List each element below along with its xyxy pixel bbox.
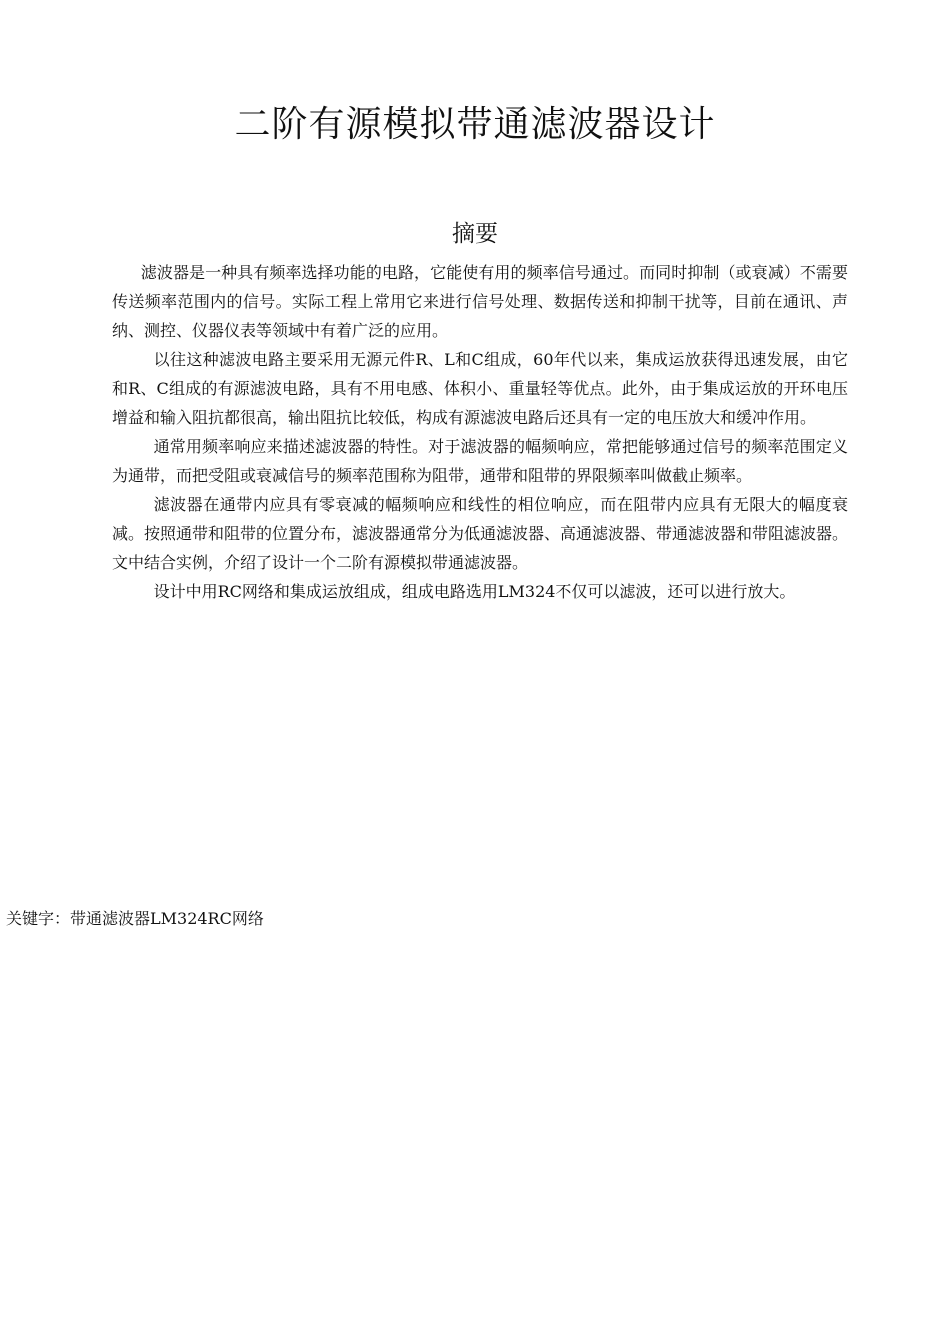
abstract-heading: 摘要 bbox=[452, 221, 498, 247]
keywords-line: 关键字：带通滤波器LM324RC网络 bbox=[6, 909, 264, 928]
abstract-body bbox=[112, 258, 848, 606]
abstract-paragraph: 通常用频率响应来描述滤波器的特性。对于滤波器的幅频响应，常把能够通过信号的频率范围定义为通带，而把受阻或衰减信号的频率范围称为阻带，通带和阻带的界限频率叫做截止频率。 bbox=[112, 437, 848, 485]
abstract-paragraph: 以往这种滤波电路主要采用无源元件R、L和C组成，60年代以来，集成运放获得迅速发展，由它和R、C组成的有源滤波电路，具有不用电感、体积小、重量轻等优点。此外，由于集成运放的开环电压增益和输入阻抗都很高，输出阻抗比较低，构成有源滤波电路后还具有一定的电压放大和缓冲作用。 bbox=[112, 350, 848, 427]
abstract-paragraph: 滤波器在通带内应具有零衰减的幅频响应和线性的相位响应，而在阻带内应具有无限大的幅度衰减。按照通带和阻带的位置分布，滤波器通常分为低通滤波器、高通滤波器、带通滤波器和带阻滤波器。文中结合实例，介绍了设计一个二阶有源模拟带通滤波器。 bbox=[112, 495, 849, 572]
document-title: 二阶有源模拟带通滤波器设计 bbox=[234, 104, 716, 145]
abstract-paragraph: 滤波器是一种具有频率选择功能的电路，它能使有用的频率信号通过。而同时抑制（或衰减）不需要传送频率范围内的信号。实际工程上常用它来进行信号处理、数据传送和抑制干扰等，目前在通讯、声纳、测控、仪器仪表等领域中有着广泛的应用。 bbox=[112, 263, 848, 340]
abstract-paragraph: 设计中用RC网络和集成运放组成，组成电路选用LM324不仅可以滤波，还可以进行放大。 bbox=[153, 582, 796, 601]
